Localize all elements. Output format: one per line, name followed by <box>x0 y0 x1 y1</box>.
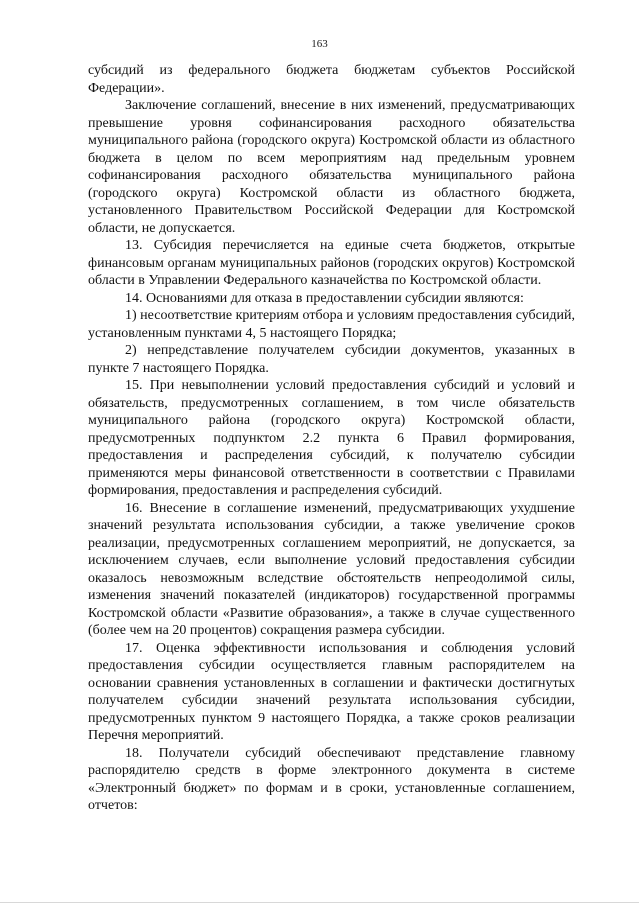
document-body <box>88 62 575 815</box>
paragraph-item-17: 17. Оценка эффективности использования и соблюдения условий предоставления субсидии осуществляется главным распорядителем на основании сравнения установленных в соглашении и фактически достигнутых получателем субсидии значений результата использования субсидии, предусмотренных пунктом 9 настоящего Порядка, а также сроков реализации Перечня мероприятий. <box>88 640 575 743</box>
paragraph-item-14: 14. Основаниями для отказа в предоставлении субсидии являются: <box>125 290 524 306</box>
page-number: 163 <box>311 38 328 50</box>
paragraph-agreement-conclusion: Заключение соглашений, внесение в них изменений, предусматривающих превышение уровня софинансирования расходного обязательства муниципального района (городского округа) Костромской области из областного бюджета в целом по всем мероприятиям над предельным уровнем софинансирования расходного обязательства муниципального района (городского округа) Костромской области из областного бюджета, установленного Правительством Российской Федерации для Костромской области, не допускается. <box>88 98 575 236</box>
paragraph-continuation: субсидий из федерального бюджета бюджетам субъектов Российской Федерации». <box>88 63 575 96</box>
paragraph-item-14-sub-2: 2) непредставление получателем субсидии документов, указанных в пункте 7 настоящего Порядка. <box>88 343 575 376</box>
paragraph-item-16: 16. Внесение в соглашение изменений, предусматривающих ухудшение значений результата использования субсидии, а также увеличение сроков реализации, предусмотренных соглашением мероприятий, не допускается, за исключением случаев, если выполнение условий предоставления субсидии оказалось невозможным вследствие обстоятельств непреодолимой силы, изменения значений показателей (индикаторов) государственной программы Костромской области «Развитие образования», а также в случае существенного (более чем на 20 процентов) сокращения размера субсидии. <box>88 500 575 638</box>
paragraph-item-14-sub-1: 1) несоответствие критериям отбора и условиям предоставления субсидий, установленным пунктами 4, 5 настоящего Порядка; <box>88 308 575 341</box>
paragraph-item-15: 15. При невыполнении условий предоставления субсидий и условий и обязательств, предусмотренных соглашением, в том числе обязательств муниципального района (городского округа) Костромской области, предусмотренных подпунктом 2.2 пункта 6 Правил формирования, предоставления и распределения субсидий, к получателю субсидии применяются меры финансовой ответственности в соответствии с Правилами формирования, предоставления и распределения субсидий. <box>88 378 575 498</box>
paragraph-item-13: 13. Субсидия перечисляется на единые счета бюджетов, открытые финансовым органам муниципальных районов (городских округов) Костромской области в Управлении Федерального казначейства по Костромской области. <box>88 238 575 288</box>
paragraph-item-18: 18. Получатели субсидий обеспечивают представление главному распорядителю средств в форме электронного документа в системе «Электронный бюджет» по формам и в сроки, установленные соглашением, отчетов: <box>88 745 575 813</box>
bottom-edge-line <box>0 902 639 903</box>
